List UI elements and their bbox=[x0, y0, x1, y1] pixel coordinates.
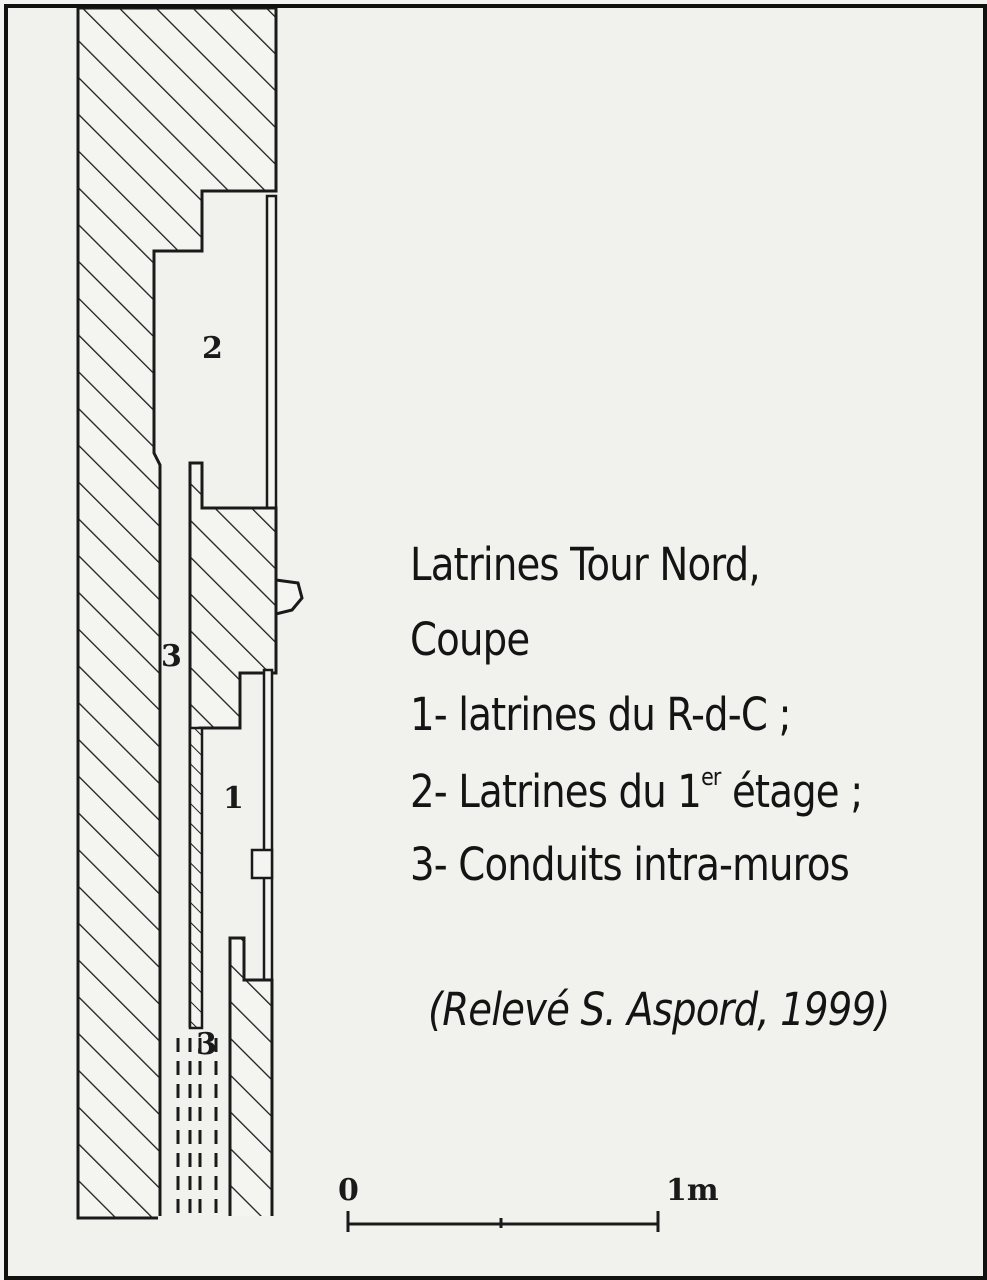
caption-item-2 bbox=[410, 763, 862, 818]
lower-right-mass bbox=[230, 938, 272, 1218]
caption-item-2-rest: étage ; bbox=[720, 765, 863, 818]
scale-start: 0 bbox=[338, 1173, 359, 1208]
caption-subtitle: Coupe bbox=[410, 613, 530, 666]
label-conduit-lower: 3 bbox=[196, 1027, 217, 1062]
label-latrine-rdc: 1 bbox=[223, 781, 244, 816]
caption-title: Latrines Tour Nord, bbox=[410, 538, 760, 591]
upper-right-wall bbox=[267, 196, 276, 509]
scale-bar bbox=[338, 1173, 719, 1232]
label-conduit-upper: 3 bbox=[161, 639, 182, 674]
figure-frame bbox=[4, 4, 987, 1280]
caption-item-2-text: 2- Latrines du 1 bbox=[410, 765, 702, 818]
label-latrine-etage: 2 bbox=[202, 331, 223, 366]
corbel bbox=[276, 580, 302, 614]
inner-thin-wall bbox=[190, 728, 202, 1028]
scale-end: 1m bbox=[666, 1173, 719, 1208]
caption-item-1: 1- latrines du R-d-C ; bbox=[410, 688, 791, 741]
caption-item-3: 3- Conduits intra-muros bbox=[410, 838, 849, 891]
seat-block bbox=[252, 850, 272, 878]
dashed-bottom-fill bbox=[158, 1216, 278, 1224]
caption-credit: (Relevé S. Aspord, 1999) bbox=[428, 983, 890, 1036]
caption-item-2-superscript: er bbox=[701, 763, 721, 791]
lower-right-wall bbox=[264, 670, 272, 980]
